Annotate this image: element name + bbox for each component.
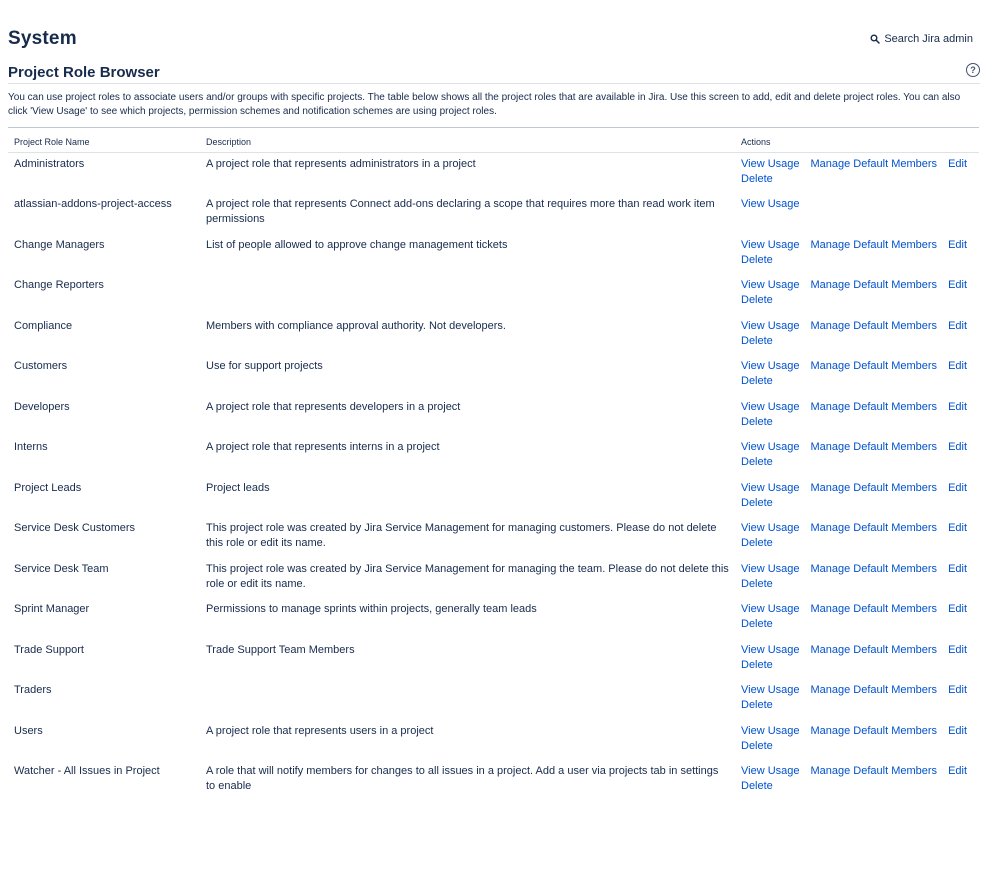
- actions-line-primary: [741, 157, 973, 172]
- role-actions: [735, 639, 979, 680]
- actions-line-primary: [741, 643, 973, 658]
- actions-line-secondary: [741, 253, 973, 268]
- top-bar: [8, 0, 980, 58]
- role-actions: [735, 396, 979, 437]
- role-description: Permissions to manage sprints within projects, generally team leads: [206, 603, 537, 615]
- role-description: This project role was created by Jira Service Management for managing the team. Please do not delete this role or edit its name.: [206, 562, 729, 590]
- delete-link[interactable]: Delete: [741, 780, 773, 792]
- manage-default-members-link[interactable]: Manage Default Members: [810, 481, 938, 494]
- manage-default-members-link[interactable]: Manage Default Members: [810, 400, 938, 413]
- view-usage-link[interactable]: View Usage: [741, 400, 800, 413]
- actions-line-primary: [741, 683, 973, 698]
- actions-line-secondary: [741, 617, 973, 632]
- role-name: Service Desk Customers: [14, 522, 136, 534]
- edit-link[interactable]: Edit: [948, 643, 968, 656]
- column-header-name: Project Role Name: [8, 128, 200, 153]
- delete-link[interactable]: Delete: [741, 294, 773, 306]
- role-name: Trade Support: [14, 643, 84, 656]
- actions-line-primary: [741, 724, 973, 739]
- delete-link[interactable]: Delete: [741, 415, 773, 428]
- role-description: A role that will notify members for changes to all issues in a project. Add a user via projects tab in settings to enable: [206, 765, 719, 792]
- delete-link[interactable]: Delete: [741, 173, 773, 185]
- actions-line-primary: [741, 562, 973, 577]
- view-usage-link[interactable]: View Usage: [741, 158, 800, 170]
- role-actions: [735, 598, 979, 639]
- role-actions: [735, 193, 979, 234]
- actions-line-primary: [741, 238, 973, 253]
- role-name: Administrators: [14, 158, 85, 170]
- table-row: [8, 193, 979, 234]
- view-usage-link[interactable]: View Usage: [741, 360, 800, 372]
- view-usage-link[interactable]: View Usage: [741, 724, 800, 737]
- actions-line-primary: [741, 359, 973, 374]
- edit-link[interactable]: Edit: [948, 400, 968, 413]
- actions-line-primary: [741, 764, 973, 779]
- actions-line-secondary: [741, 698, 973, 713]
- help-icon[interactable]: ?: [966, 63, 980, 77]
- role-actions: [735, 436, 979, 477]
- edit-link[interactable]: Edit: [948, 724, 968, 737]
- view-usage-link[interactable]: View Usage: [741, 441, 800, 453]
- actions-line-primary: [741, 481, 973, 496]
- table-row: [8, 558, 979, 599]
- section-header: [8, 62, 980, 84]
- edit-link[interactable]: Edit: [948, 684, 968, 696]
- edit-link[interactable]: Edit: [948, 481, 968, 494]
- table-row: [8, 315, 979, 356]
- view-usage-link[interactable]: View Usage: [741, 765, 800, 777]
- actions-line-secondary: [741, 172, 973, 187]
- edit-link[interactable]: Edit: [948, 238, 968, 251]
- delete-link[interactable]: Delete: [741, 699, 773, 711]
- view-usage-link[interactable]: View Usage: [741, 522, 800, 534]
- view-usage-link[interactable]: View Usage: [741, 279, 800, 291]
- role-actions: [735, 153, 979, 194]
- role-description: A project role that represents interns in a project: [206, 441, 440, 453]
- role-name: Users: [14, 724, 43, 737]
- table-row: [8, 153, 979, 194]
- table-row: [8, 274, 979, 315]
- column-header-actions: Actions: [735, 128, 979, 153]
- actions-line-secondary: [741, 577, 973, 592]
- role-name: Service Desk Team: [14, 562, 109, 575]
- role-description: This project role was created by Jira Service Management for managing customers. Please do not delete this role or edit its name.: [206, 522, 717, 549]
- table-row: [8, 598, 979, 639]
- role-description: Members with compliance approval authority. Not developers.: [206, 319, 506, 332]
- delete-link[interactable]: Delete: [741, 456, 773, 468]
- table-row: [8, 436, 979, 477]
- view-usage-link[interactable]: View Usage: [741, 198, 800, 210]
- column-header-description: Description: [200, 128, 735, 153]
- edit-link[interactable]: Edit: [948, 522, 968, 534]
- table-body: [8, 153, 979, 801]
- manage-default-members-link[interactable]: Manage Default Members: [810, 765, 938, 777]
- edit-link[interactable]: Edit: [948, 279, 968, 291]
- manage-default-members-link[interactable]: Manage Default Members: [810, 319, 938, 332]
- actions-line-primary: [741, 521, 973, 536]
- page-title: System: [8, 28, 77, 49]
- role-actions: [735, 355, 979, 396]
- actions-line-secondary: [741, 293, 973, 308]
- delete-link[interactable]: Delete: [741, 253, 773, 266]
- edit-link[interactable]: Edit: [948, 562, 968, 575]
- role-description: A project role that represents administrators in a project: [206, 158, 476, 170]
- table-row: [8, 396, 979, 437]
- role-name: Watcher - All Issues in Project: [14, 765, 160, 777]
- role-description: Trade Support Team Members: [206, 643, 355, 656]
- role-actions: [735, 274, 979, 315]
- role-name: Traders: [14, 684, 52, 696]
- manage-default-members-link[interactable]: Manage Default Members: [810, 522, 938, 534]
- role-name: Change Reporters: [14, 279, 104, 291]
- manage-default-members-link[interactable]: Manage Default Members: [810, 279, 938, 291]
- view-usage-link[interactable]: View Usage: [741, 481, 800, 494]
- actions-line-secondary: [741, 455, 973, 470]
- role-name: Change Managers: [14, 238, 105, 251]
- edit-link[interactable]: Edit: [948, 319, 968, 332]
- role-actions: [735, 234, 979, 275]
- manage-default-members-link[interactable]: Manage Default Members: [810, 643, 938, 656]
- actions-line-secondary: [741, 496, 973, 511]
- role-description: Project leads: [206, 481, 270, 494]
- table-row: [8, 477, 979, 518]
- delete-link[interactable]: Delete: [741, 334, 773, 347]
- table-header-row: [8, 128, 979, 153]
- edit-link[interactable]: Edit: [948, 765, 968, 777]
- manage-default-members-link[interactable]: Manage Default Members: [810, 562, 938, 575]
- actions-line-primary: [741, 197, 973, 212]
- table-row: [8, 679, 979, 720]
- role-name: Project Leads: [14, 481, 82, 494]
- delete-link[interactable]: Delete: [741, 496, 773, 509]
- role-name: Sprint Manager: [14, 603, 90, 615]
- table-row: [8, 355, 979, 396]
- manage-default-members-link[interactable]: Manage Default Members: [810, 238, 938, 251]
- actions-line-secondary: [741, 415, 973, 430]
- intro-text: You can use project roles to associate users and/or groups with specific projects. The table below shows all the project roles that are available in Jira. Use this screen to add, edit and delete project roles. You can also click 'View Usage' to see which projects, permission schemes and notification schemes are using project roles.: [8, 91, 979, 128]
- role-name: Customers: [14, 360, 68, 372]
- manage-default-members-link[interactable]: Manage Default Members: [810, 684, 938, 696]
- manage-default-members-link[interactable]: Manage Default Members: [810, 360, 938, 372]
- role-name: Interns: [14, 441, 48, 453]
- role-name: Developers: [14, 400, 70, 413]
- role-description: A project role that represents developers in a project: [206, 400, 461, 413]
- actions-line-primary: [741, 319, 973, 334]
- delete-link[interactable]: Delete: [741, 375, 773, 387]
- edit-link[interactable]: Edit: [948, 603, 968, 615]
- role-actions: [735, 720, 979, 761]
- delete-link[interactable]: Delete: [741, 618, 773, 630]
- actions-line-primary: [741, 440, 973, 455]
- table-row: [8, 639, 979, 680]
- role-actions: [735, 760, 979, 801]
- manage-default-members-link[interactable]: Manage Default Members: [810, 603, 938, 615]
- role-description: [200, 274, 735, 315]
- delete-link[interactable]: Delete: [741, 537, 773, 549]
- table-row: [8, 517, 979, 558]
- actions-line-primary: [741, 278, 973, 293]
- role-description: Use for support projects: [206, 360, 323, 372]
- edit-link[interactable]: Edit: [948, 441, 968, 453]
- search-jira-admin-label: Search Jira admin: [884, 33, 973, 45]
- manage-default-members-link[interactable]: Manage Default Members: [810, 724, 938, 737]
- view-usage-link[interactable]: View Usage: [741, 684, 800, 696]
- view-usage-link[interactable]: View Usage: [741, 319, 800, 332]
- view-usage-link[interactable]: View Usage: [741, 562, 800, 575]
- edit-link[interactable]: Edit: [948, 158, 968, 170]
- actions-line-secondary: [741, 739, 973, 754]
- actions-line-secondary: [741, 536, 973, 551]
- actions-line-primary: [741, 602, 973, 617]
- table-row: [8, 234, 979, 275]
- view-usage-link[interactable]: View Usage: [741, 603, 800, 615]
- actions-line-secondary: [741, 658, 973, 673]
- actions-line-primary: [741, 400, 973, 415]
- role-name: Compliance: [14, 319, 73, 332]
- manage-default-members-link[interactable]: Manage Default Members: [810, 158, 938, 170]
- role-actions: [735, 679, 979, 720]
- actions-line-secondary: [741, 334, 973, 349]
- search-jira-admin-button[interactable]: [870, 33, 973, 45]
- table-row: [8, 720, 979, 761]
- search-icon: [870, 34, 880, 44]
- actions-line-secondary: [741, 374, 973, 389]
- delete-link[interactable]: Delete: [741, 739, 773, 752]
- project-roles-table: [8, 128, 979, 801]
- view-usage-link[interactable]: View Usage: [741, 238, 800, 251]
- role-description: A project role that represents users in a project: [206, 724, 434, 737]
- edit-link[interactable]: Edit: [948, 360, 968, 372]
- role-description: List of people allowed to approve change management tickets: [206, 238, 508, 251]
- manage-default-members-link[interactable]: Manage Default Members: [810, 441, 938, 453]
- role-actions: [735, 477, 979, 518]
- role-name: atlassian-addons-project-access: [14, 198, 172, 210]
- delete-link[interactable]: Delete: [741, 658, 773, 671]
- delete-link[interactable]: Delete: [741, 577, 773, 590]
- actions-line-secondary: [741, 779, 973, 794]
- role-description: [200, 679, 735, 720]
- section-title: Project Role Browser: [8, 64, 160, 81]
- role-actions: [735, 517, 979, 558]
- table-row: [8, 760, 979, 801]
- role-description: A project role that represents Connect add-ons declaring a scope that requires more than read work item permissions: [206, 198, 715, 225]
- role-actions: [735, 558, 979, 599]
- role-actions: [735, 315, 979, 356]
- view-usage-link[interactable]: View Usage: [741, 643, 800, 656]
